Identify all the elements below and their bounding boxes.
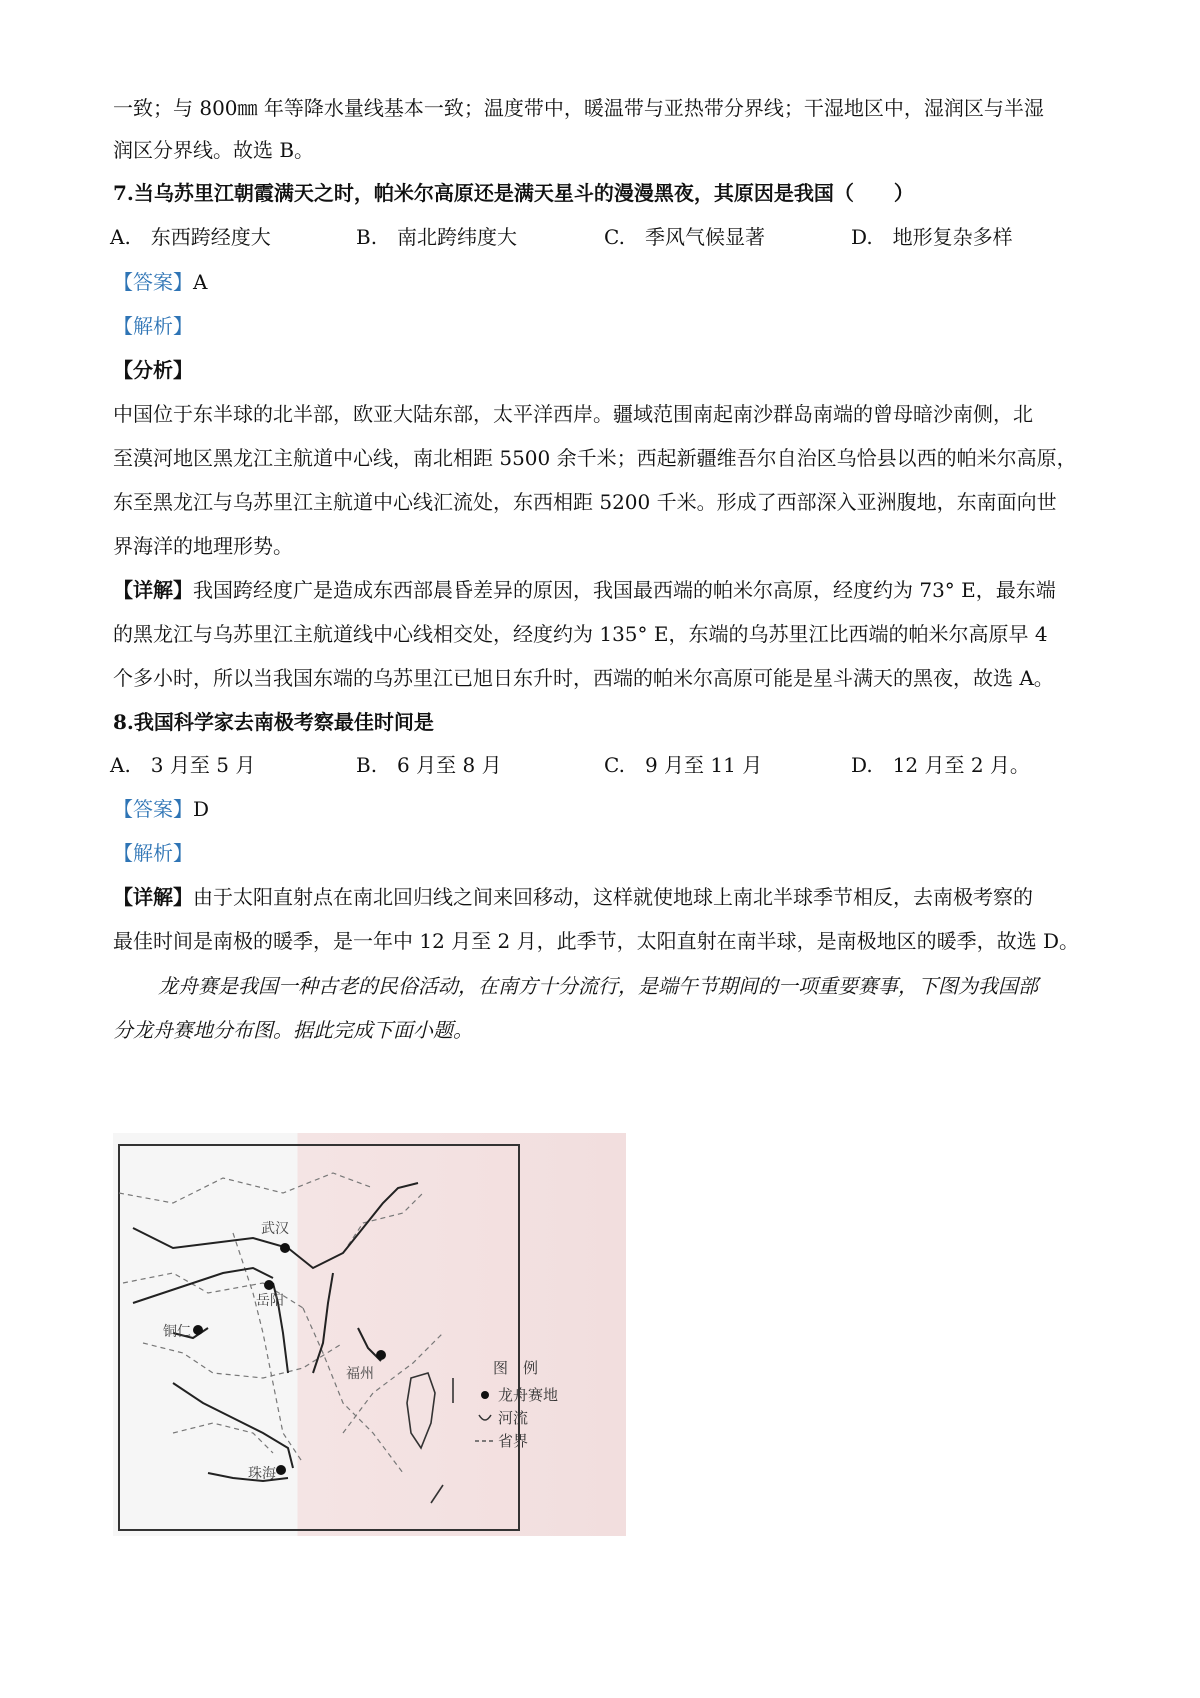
q8-detail-line-2: 最佳时间是南极的暖季，是一年中 12 月至 2 月，此季节，太阳直射在南半球，是南极地区的暖季，故选 D。: [113, 929, 1079, 953]
city-dot-yueyang: [264, 1280, 274, 1290]
legend-item-river: 河流: [498, 1409, 529, 1427]
q7-option-b: B. 南北跨纬度大: [356, 225, 518, 249]
q7-detail-line-3: 个多小时，所以当我国东端的乌苏里江已旭日东升时，西端的帕米尔高原可能是星斗满天的黑夜，故选 A。: [113, 666, 1054, 690]
q8-detail-line-1: 【详解】由于太阳直射点在南北回归线之间来回移动，这样就使地球上南北半球季节相反，去南极考察的: [113, 885, 1033, 909]
city-dot-zhuhai: [276, 1465, 286, 1475]
city-dot-fuzhou: [376, 1350, 386, 1360]
legend-river-icon: [479, 1415, 491, 1420]
detail-tag: 【详解】: [113, 885, 193, 909]
q7-option-d: D. 地形复杂多样: [851, 225, 1013, 249]
answer-value: A: [193, 270, 208, 294]
q8-answer: [113, 793, 1103, 825]
passage-intro-line-2: 分龙舟赛地分布图。据此完成下面小题。: [113, 1018, 473, 1042]
q7-option-c: C. 季风气候显著: [604, 225, 765, 249]
question-7-stem: 7.当乌苏里江朝霞满天之时，帕米尔高原还是满天星斗的漫漫黑夜，其原因是我国（ ）: [113, 181, 914, 205]
legend-title: 图 例: [493, 1359, 539, 1377]
q8-analysis-tag: 【解析】: [113, 841, 193, 865]
detail-tag: 【详解】: [113, 578, 193, 602]
q7-answer: [113, 266, 1103, 298]
city-dot-wuhan: [280, 1243, 290, 1253]
prev-answer-line-2: 润区分界线。故选 B。: [113, 138, 315, 162]
q7-fenxi-line-3: 东至黑龙江与乌苏里江主航道中心线汇流处，东西相距 5200 千米。形成了西部深入亚洲腹地，东南面向世: [113, 490, 1057, 514]
answer-value: D: [193, 797, 210, 821]
q8-option-d: D. 12 月至 2 月。: [851, 753, 1030, 777]
q7-detail-line-2: 的黑龙江与乌苏里江主航道线中心线相交处，经度约为 135° E，东端的乌苏里江比西端的帕米尔高原早 4: [113, 622, 1048, 646]
q7-fenxi-line-2: 至漠河地区黑龙江主航道中心线，南北相距 5500 余千米；西起新疆维吾尔自治区乌恰县以西的帕米尔高原，: [113, 446, 1077, 470]
city-label-zhuhai: 珠海: [248, 1466, 276, 1482]
q7-fenxi-line-1: 中国位于东半球的北半部，欧亚大陆东部，太平洋西岸。疆域范围南起南沙群岛南端的曾母暗沙南侧，北: [113, 402, 1033, 426]
legend-item-venue: 龙舟赛地: [498, 1386, 559, 1404]
q8-option-b: B. 6 月至 8 月: [356, 753, 502, 777]
question-8-stem: 8.我国科学家去南极考察最佳时间是: [113, 710, 434, 734]
q7-detail-line-1: 【详解】我国跨经度广是造成东西部晨昏差异的原因，我国最西端的帕米尔高原，经度约为 73° E，最东端: [113, 578, 1056, 602]
answer-tag: 【答案】: [113, 797, 193, 821]
legend-item-border: 省界: [498, 1432, 529, 1450]
q7-fenxi-line-4: 界海洋的地理形势。: [113, 534, 293, 558]
prev-answer-line-1: 一致；与 800㎜ 年等降水量线基本一致；温度带中，暖温带与亚热带分界线；干湿地区中，湿润区与半湿: [113, 96, 1044, 120]
passage-intro-line-1: 龙舟赛是我国一种古老的民俗活动，在南方十分流行，是端午节期间的一项重要赛事，下图为我国部: [158, 974, 1038, 998]
city-label-wuhan: 武汉: [261, 1221, 289, 1237]
answer-tag: 【答案】: [113, 270, 193, 294]
q7-fenxi-tag: 【分析】: [113, 358, 193, 382]
legend-dot-icon: [481, 1391, 489, 1399]
city-label-tongren: 铜仁: [163, 1324, 191, 1340]
q7-option-a: A. 东西跨经度大: [110, 225, 271, 249]
q8-option-a: A. 3 月至 5 月: [110, 753, 256, 777]
city-dot-tongren: [193, 1325, 203, 1335]
q7-analysis-tag: 【解析】: [113, 314, 193, 338]
map-svg: [113, 1133, 626, 1536]
q8-option-c: C. 9 月至 11 月: [604, 753, 763, 777]
city-label-yueyang: 岳阳: [256, 1293, 284, 1309]
city-label-fuzhou: 福州: [346, 1366, 374, 1382]
dragon-boat-map: [113, 1133, 626, 1536]
